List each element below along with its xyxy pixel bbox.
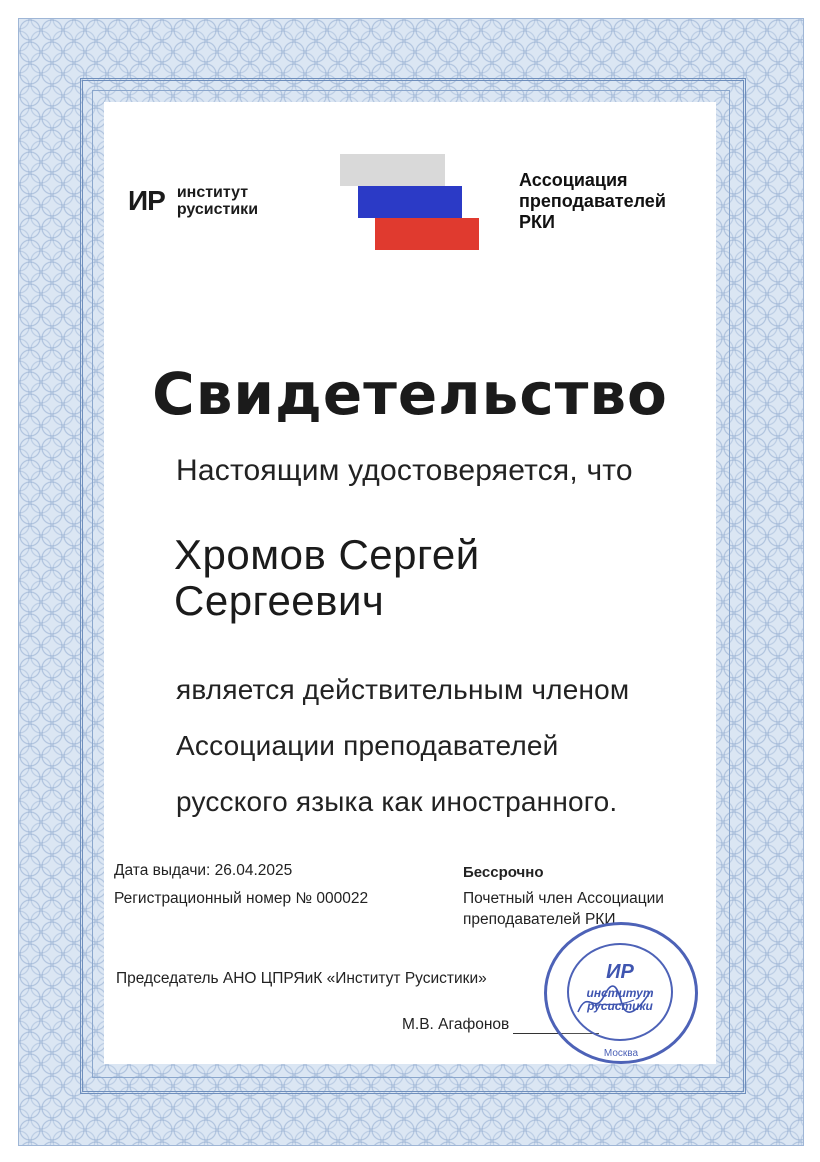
- institute-logo-mark: ИР: [128, 185, 165, 216]
- recipient-name-line2: Сергеевич: [174, 577, 385, 624]
- issue-date: Дата выдачи: 26.04.2025: [114, 862, 293, 879]
- recipient-name-line1: Хромов Сергей: [174, 531, 480, 578]
- russian-flag-logo: [340, 154, 490, 254]
- association-name-line3: РКИ: [519, 212, 555, 232]
- certificate-page: [104, 102, 716, 1064]
- seal-logo-mark: ИР: [606, 961, 634, 983]
- honorary-member-note: [463, 888, 713, 930]
- association-name-line1: Ассоциация: [519, 170, 628, 190]
- association-name-line2: преподавателей: [519, 191, 666, 211]
- honorary-line1: Почетный член Ассоциации: [463, 890, 664, 907]
- recipient-name: [174, 532, 480, 624]
- signer-name: М.В. Агафонов: [402, 1016, 510, 1033]
- honorary-line2: преподавателей РКИ: [463, 911, 616, 928]
- statement-line3: русского языка как иностранного.: [176, 786, 618, 817]
- validity-status: Бессрочно: [463, 864, 544, 881]
- institute-name-line1: институт: [176, 184, 249, 201]
- flag-white-stripe: [340, 154, 445, 186]
- registration-number: Регистрационный номер № 000022: [114, 890, 369, 907]
- certificate-title: Свидетельство: [152, 360, 668, 428]
- certificate-subtitle: Настоящим удостоверяется, что: [176, 454, 633, 487]
- seal-city: Москва: [603, 1048, 639, 1059]
- association-logo-text: [519, 170, 666, 233]
- institute-name-line2: русистики: [176, 201, 259, 218]
- statement-line2: Ассоциации преподавателей: [176, 730, 559, 761]
- seal-text-line2: русистики: [587, 999, 653, 1013]
- flag-red-stripe: [375, 218, 479, 250]
- chairman-title: Председатель АНО ЦПРЯиК «Институт Русистики»: [116, 970, 487, 987]
- institute-logo: [128, 184, 258, 218]
- handwritten-signature: [574, 982, 654, 1022]
- flag-blue-stripe: [358, 186, 462, 218]
- institute-logo-text: [177, 184, 258, 218]
- statement-line1: является действительным членом: [176, 674, 630, 705]
- seal-text-line1: институт: [586, 986, 654, 1000]
